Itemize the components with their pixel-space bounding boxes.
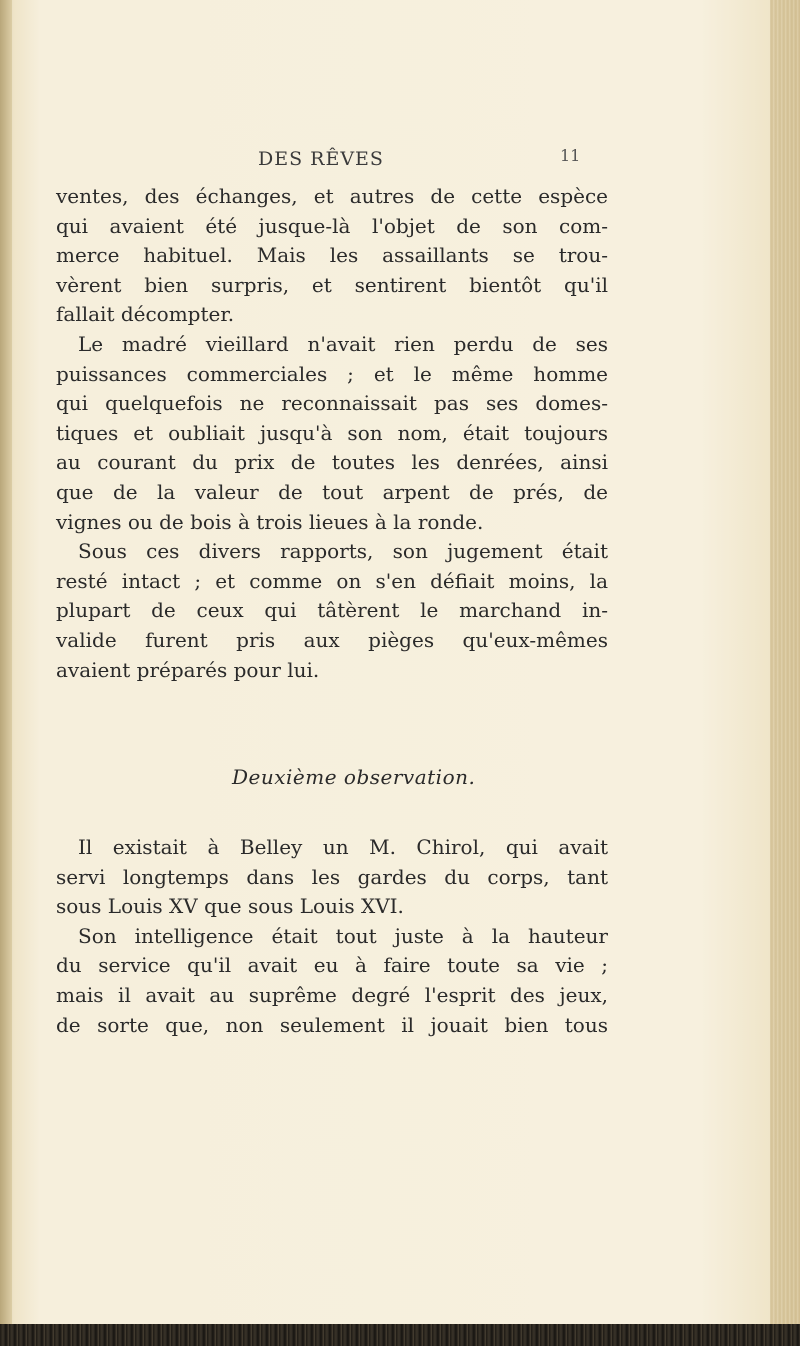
text-line: du service qu'il avait eu à faire toute sa vie ; [56, 953, 608, 978]
body-text-after-heading [56, 833, 608, 1040]
text-line: tiques et oubliait jusqu'à son nom, était toujours [56, 420, 608, 445]
page-fore-edge [770, 0, 800, 1346]
text-line: au courant du prix de toutes les denrées, ainsi [56, 450, 608, 475]
text-line: merce habituel. Mais les assaillants se trou- [56, 243, 608, 268]
text-line: Sous ces divers rapports, son jugement était [78, 539, 608, 564]
text-line: vèrent bien surpris, et sentirent bientôt qu'il [56, 272, 608, 297]
text-line: mais il avait au suprême degré l'esprit des jeux, [56, 982, 608, 1007]
page-gutter-edge [0, 0, 12, 1346]
text-line: qui avaient été jusque-là l'objet de son com- [56, 213, 608, 238]
section-heading: Deuxième observation. [232, 765, 476, 789]
text-line: servi longtemps dans les gardes du corps, tant [56, 864, 608, 889]
text-line: Il existait à Belley un M. Chirol, qui avait [78, 835, 608, 859]
text-line: avaient préparés pour lui. [56, 657, 320, 682]
body-text-before-heading [56, 182, 608, 685]
page-number: 11 [560, 146, 581, 165]
text-line: Son intelligence était tout juste à la hauteur [78, 923, 608, 948]
text-line: vignes ou de bois à trois lieues à la ronde. [56, 509, 484, 534]
text-line: sous Louis XV que sous Louis XVI. [56, 894, 404, 919]
text-line: que de la valeur de tout arpent de prés, de [56, 479, 608, 504]
scan-bottom-band [0, 1324, 800, 1346]
text-line: Le madré vieillard n'avait rien perdu de ses [78, 331, 608, 356]
running-head: DES RÊVES [258, 148, 384, 170]
text-line: plupart de ceux qui tâtèrent le marchand in- [56, 598, 608, 623]
text-line: fallait décompter. [56, 302, 235, 327]
text-line: de sorte que, non seulement il jouait bien tous [56, 1012, 608, 1037]
text-line: ventes, des échanges, et autres de cette espèce [56, 184, 608, 208]
text-line: valide furent pris aux pièges qu'eux-mêmes [56, 627, 608, 652]
text-line: resté intact ; et comme on s'en défiait moins, la [56, 568, 608, 593]
text-line: puissances commerciales ; et le même homme [56, 361, 608, 386]
text-line: qui quelquefois ne reconnaissait pas ses domes- [56, 391, 608, 416]
